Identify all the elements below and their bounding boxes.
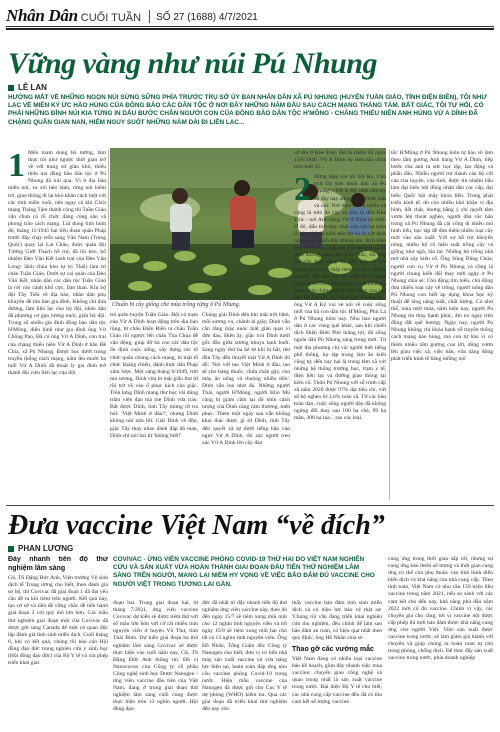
photo-caption: Chuẩn bị cây giống chè mùa trồng rừng ở Pú Nhung.: [112, 302, 241, 308]
article2-author: PHAN LƯƠNG: [18, 544, 74, 553]
article1-column-2: [110, 312, 198, 500]
article2-column-1: [8, 556, 108, 728]
article1-col4-text: Đứng lặng sau tôi hồi lâu, Chủ tịch Ủy ban nhân dân xã Pú Nhung - Vừ A Ký mời chị tay về dây nay sừng sững trước mặt và nói: Nơi theo chiều chiều và cũng là trên đa cây số nữa là đến Khe Trúc - nơi Anh hùng Vừ A Dính hy sinh. Ở đó, dấu tích duy nhất còn sót lại hiện là hàng kè đá kiêu như bờ kè lọ cót dịch ngay xưa. Cách đây không lâu, dịch thần ông Vừ A Ký cùng cán bộ văn hóa xã đã theo đường rừng đến Khe Trúc, rồi ông Ký cẩn thận chụp kỹ dấu tích có vui mong muốn thu thập thêm tư liệu, những chuyện đặt sau này để xuất phục dựng điểm di tích nơi Anh hùng Vừ A Dính hy sinh. Đưa chúng tôi đi một vòng qua các bản Để Chia A, B, Chua Lu, Phiêng Pi... ông Vừ A Ký vui vẻ nói về cuộc sống mới của bà con dân tộc H'Mông, Phù Lá ở Pú Nhung hôm nay. Nhu bao người dân ở các vùng quê khác, sau khi chiến dịch Điện Biên Phủ thắng lợi, đã sống ngoài dân Pú Nhung sáng trong mới. Từ một địa phương chỉ vài người biết tiếng phổ thông, họ tập trung làm ăn kiến cũng tự, đến nay hai là trung tâm xã với những hệ thống trường học, trạm y tế, điện liên lạc và đường giao thông lại kiên cố. Thôn Pú Nhung với số trình cấp xã năm 2020 được 97% đạt tiêu chí, với số hộ nghèo từ 1,6% toàn xã. Từ các bàn toàn dàn, cuộc sống người dân đã không ngừng đổi thay sau 100 ha chè, 99 ha mận, 300 ha lúa... rau các loại.: [294, 174, 386, 422]
masthead: [6, 4, 494, 27]
article2-col3-text: đức đã nhất trí đẩy nhanh tiến độ thử nghiệm ứng viên vaccine này, theo đó đến ngày 15/7 sẽ tiêm xong mũi một cho 12 nghìn tình nguyện viên và tới ngày 15/8 sẽ tiêm xong mũi hai cho tất cả 13 nghìn tình nguyện viên. Ông Hồ Nhân, Tổng Giám đốc Công ty Nanogen cho biết, đơn vị có bốn nhà máy sản xuất vaccine và vừa nâng lực hiện tại, hoàn toàn đáp ứng nhu cầu vaccine phòng Covid-19 trong nước. Hiện mẫu vaccine của Nanogen đã được gửi cho Cục Y tế dự phòng (WHO) kiểm tra. Qua các giai đoạn đã triển khai thử nghiệm đến nay cho: [202, 600, 287, 713]
masthead-name: Nhân Dân: [6, 6, 78, 25]
byline-marker-icon: [8, 546, 14, 552]
article2-col4b-text: Việt Nam đang có nhiều loại vaccine bảo kề hoạch, gồm đây nhanh việc mua vaccine; chuyển giao công nghệ và quan trọng nhất là sản xuất vaccine trong nước. Đại diện Bộ Y tế cho biết, các nhà cung cấp vaccine đều đã có thu cam kết số lượng vaccine: [292, 656, 382, 705]
article2-column-5: [388, 556, 493, 728]
article1-col1-text: Mến mam dong hồ tướng, tâm thực tôi như ngược thời gian trở về với trang sử giàu khó, thiếu thốn mà đồng bào dân tộc ở Pú Nhung đã trải qua. Vì ở địa bàn miền núi, xa xôi hẻo lánh, rừng núi hiểm trở, giao thông đi lại khó khăn cách biệt với các tỉnh miền xuôi, nên ngay cả khi Cách mạng Tháng Tám thành công thì Tuần Giáo vẫn chưa có tổ chức đảng cũng sản và phong trào cách mạng. Lúi dung tình hình đó, tháng 11/1945 hai tiểu đoàn quân Pháp trước đây chạy trốn sang Vân Nam (Trung Quốc) quay lại Lai Châu, được quân đội Tưởng Giới Thạch hỗ trợ, đã lôi kéo, bổ nhiệm Đèo Văn Kết (anh trai của Đèo Văn Long- lãnh chúa khu tự trị Thái) làm tri châu Tuần Giáo. Dưới sự cai quản của Đèo Văn Kết, nhân dân các dân tộc Tuần Giáo là rơi vào cảnh khổ cực, lầm than. Khi bộ đội Tây Tiến về địa bàn, nhân dân phụ khuyên để tìm bản gia đình. Không chỉ đưa đường, làm liên lạc cho bộ đội, nhân dân đã phương cơ gạo lương nuôi, giấu bộ đội. Trong số nhiều gia đình đồng bào dân tộc H'Mông, điển hình như gia đình ông Vừ Chông Pao, Đã có ông Vừ A Dính, con trai của chàng thiếu niên Vừ A Dính ở bản Đề Chia, xã Pú Nhung. Được học dưới trong truyền thống cách mạng, năm lên mười ba tuổi Vừ A Dính đã thoát ly gia đình trở thành đội viên liên lạc của đội: [8, 150, 106, 376]
article1-col3-text: Chúng giải Dính đến khi mặt trời bắm, mõi sương vu, chành lả giây, Dinh vẫn cắn răng mặc nuôc mắt giàn quai vì đớn đau. Điên ây, giặc trói Dính dưới gốc đầo giữa sương khuya lạnh buốt. Sáng ngày thứ ba kẻ từ khi bị bắt, tên đồn Tây đến thuyết mặt Vừ A Dính đủ dỗ: 'Nói với tao Việt Minh ở đâu, tao sẽ cho bảng thuốc, chứa chắn gây, cho mây ăn uống và thuòng nhiều tiền'. Dính vẫn lon như đá. Những người Thái, người H'Mông, người Kho Mú cùng bị giam cầm tại đó nhìn cảnh tượng của Dính càng cảm thương, mến phục. Thèm một ngày sau vẫn không khai thác được gì từ Dính, tình Tây đến quyết xã tự dưới tiếng bão vào ngực Vừ A Dính, rồi xác người treo xác Vừ A Dính lên cây đào: [202, 312, 290, 446]
masthead-separator: [149, 10, 150, 23]
article2-col2-text: đoạn hai. Trong giai đoạn hai, từ tháng 7/2021, ứng viên vaccine Covivac dự kiến sẽ được tiêm thử với số mẫu lớn hơn với cỡ rất nhiều tình nguyện viên ở huyện Vũ Thư, tỉnh Thái Bình. Dự kiến giai đoạn ba thử nghiệm lâm sàng Covivac sẽ được thực hiện vào cuối năm nay, GS, TS Đặng Đức Anh thông tin. Đồ vị Nanocovax của Công ty cổ phần Công nghệ sinh học Dược Nanogen - ứng viên vaccine đầu tiên của Việt Nam, đang ở trong giai đoạn thử nghiệm lâm sàng cuối cùng được thực hiện trên 13 nghìn người. Hội đồng đạo: [113, 600, 198, 713]
article2-sapo: COVIVAC - ỨNG VIÊN VACCINE PHÒNG COVID-19 THỨ HAI DO VIỆT NAM NGHIÊN CỨU VÀ SẢN XUẤT VỪA HOÀN THÀNH GIAI ĐOẠN ĐẦU TIÊN THỬ NGHIỆM LÂM SÀNG TRÊN NGƯỜI, MANG LẠI NIỀM HY VỌNG VỀ VIỆC BẢO ĐẢM ĐỦ VACCINE CHO NGƯỜI VIỆT TRONG TƯƠNG LAI GẦN.: [113, 556, 375, 588]
article2-column-3: [202, 600, 287, 728]
article2-column-4: [292, 600, 382, 728]
article1-column-4: [294, 150, 386, 500]
article1-col2-text: trú quân huyện Tuần Giáo. Đội có trạm của Vừ A Dính hoạt động trên địa bàn rộng, từ châu Điện Biên ra châu Tuần Giáo rồi ngược lên châu Tủa Chùa để vận động, giúp đỡ bà con các dân tộc ổn định cuộc sống, xây dựng các tổ chức quần chúng cách mạng, bí mật tổ chức kháng chiến, đánh thực dân Pháp xâm lược. Một sáng tháng 6/1949, trời mù sương, Dính vừa bí mật giấu thư từ rồi trở về vào ổ phục kích của giặc. Trên lưng Dính mang thư bọc vải đúng trăm viện đạn mà mẹ Dính vừa trao. Bắt được Dính, tình Tây mừng rỡ tra hỏi: 'Việt Minh ở đâu?', nhưng Dính không nói nửa lời. Giải Dính về đồn, giặc Tây thay nhau đánh đập dã man, Dính chỉ nói hai từ 'không biết!': [110, 312, 198, 439]
article1-col4a-text: cố thu ở Khe Trúc. Đó là chiều tối ngày 15/6/1949. Vừ A Dính hy sinh khi chưa tròn tuổi 15...: [294, 150, 386, 171]
article2-byline: [8, 544, 73, 553]
article2-headline: Đưa vaccine Việt Nam “về đích”: [8, 510, 385, 541]
article2-col1-text: GS, TS Đặng Đức Anh, Viện trưởng Vệ sinh dịch tễ Trung ương cho biết, theo đánh giá sơ bộ, thì Covivac đã giai đoạn 1 đã đạt yêu cầu đề ra khi tiêm trên người. Kết quả này, tạo cơ sở và tiền đề vững chắc để tiến hành giai đoạn 2 với quy mô lớn hơn. Các mẫu thử nghiệm giai đoạn một cũa Covivac đã được gửi sang Canada để một cơ quan độc lập đánh giá tính sinh miễn dịch. Cuối tháng 6, khi có kết quả, chúng tôi báo cáo Hội đồng đạo đức trong nghiên cứu y sinh học (Hội đồng đạo đức) của Bộ Y tế và xin phép triển khai giai: [8, 575, 108, 667]
article1-column-5: [391, 150, 493, 500]
article2-subhead-2: Thao gỡ các vướng mắc: [292, 645, 374, 653]
article1-col5-text: tốc H'Mông ở Pú Nhung luôn tự hào về làm theo tấm gương Anh hùng Vừ A Dính, tiếp bước cha anh ra sức học tập, lao động và phấn đấu. Nhiều người trở thành cán bộ cốt cán của huyện, của tỉnh; được tin nhiệm bầu làm đại biểu hội đồng nhân dân các cấp, đại biểu Quốc hội máy khóa liền. Trong phát triển kinh tế, dù còn nhiều khó khăn vì địa hình, đất chật, nhưng bằng ý chí quyết tâm vươn lên thoát nghèo, người dân các bản trong xã Pú Nhung đã cải công di nhiều mô hình tiểu, học tập để đưa thêm nhiều loại cây mới vào sản xuất. Với sự hỗ trợ khuyến nông, nhiều hộ có hiệu suất trồng cây và giống như ngô, lúa lai. Những hộ trồng nhà mở nhà xây kiên cố. Ông Sùng Dũng Chúa, người con cụ Vừ ở Pú Nhung và cũng là người chung kiến đổi thay mới ngày ở Pú Nhung chia sẻ: Chủ động tìm hiểu, chủ động đưa nhiều loại cây về trồng, người nông dân Pú Nhung con biết áp dụng khoa học kỹ thuật để tăng năng suất, chất lượng. Có như thế, mùa mới mùa, năm hiện nay, người Pú Nhung tin thay hạnh phúc, ấm no ngay trên đồng đất quê hương. Ngày nay, người Pú Nhung không chỉ khỏa hạnh về truyền thống cách mạng hào hùng, mà con tự hào vì có thêm nhiều tấm gương con lời, dũng vươn lên giàu việc xã, việc bản, vừa năng động phát triển kinh tế bằng những mô: [391, 150, 493, 362]
article2-col4-text: thấy vaccine bảo đảm tính sinh miễn dịch và có hiệu lực bảo vệ thật sự. 'Chúng tôi vẫn đang triển khai nghiên cứu thu nghiệm, đều chính để làm sao bảo đảm an toàn, có hiệu quả nhất theo quy định', ông Hồ Nhân chia sẻ.: [292, 600, 382, 642]
article1-author: LÊ LAN: [18, 83, 47, 92]
article2-col5-text: cung ứng trong thời gian sắp tới, nhưng sự cung ứng bảo thêm số lượng và thời gian cung ứng có thể còn phụ thuộc vào tình hình diễn biến dịch và khả năng của nhà cung cấp. Theo tính toán, Việt Nam có nhu cầu 150 triệu liều vaccine trong năm 2021, nếu so sánh với các cam kết cho đến nay, khả năng phủ đầu năm 2022 mới có đủ vaccine. Chính vì vậy, các chuyên gia cho rằng, tới vị vaccine nội được cấp phép thì mới bảo đảm được khả năng cung ứng cho người Việt. Việc sản xuất được vaccine trong nước, sẽ làm giảm giá thành với chuyển và giúp chúng ta hoàn toàn tự chủ trong phòng, chống dịch. Để thúc đẩy sản xuất vaccine trong nước, phía doanh nghiệp: [388, 556, 493, 662]
dropcap-1: 1: [8, 150, 25, 184]
article1-column-1: [8, 150, 106, 500]
byline-marker-icon: [8, 85, 14, 91]
masthead-issue: SỐ 27 (1688) 4/7/2021: [156, 12, 258, 23]
article2-column-2: [113, 600, 198, 728]
article1-headline: Vững vàng như núi Pú Nhung: [8, 47, 377, 80]
article1-byline: [8, 83, 47, 92]
column-divider: [389, 150, 390, 500]
article1-sapo: HƯỚNG MẮT VỀ NHỮNG NGỌN NÚI SỪNG SỮNG PHÍA TRƯỚC TRỤ SỞ ỦY BAN NHÂN DÂN XÃ PÚ NHUNG (HUYỆN TUẦN GIÁO, TỈNH ĐIỆN BIÊN), TÔI NHƯ LẠC VỀ MIỀN KÝ ỨC HÀO HÙNG CỦA ĐỒNG BÀO CÁC DÂN TỘC Ở NƠI ĐÂY NHỮNG NĂM ĐẦU SAU CÁCH MẠNG THÁNG TÁM. BẤT GIÁC, TÔI TỰ HỎI, CÓ PHẢI NHỮNG ĐỈNH NÚI KIA TỪNG IN DẤU BƯỚC CHÂN NGƯỜI CON CỦA ĐỒNG BÀO DÂN TỘC H'MÔNG - CHÁNG THIẾU NIÊN ANH HÙNG VỪ A DÍNH ĐÃ CHẶNG QUÂN GIAN NAN, HIỂM NGUY SUỐT NHỮNG NĂM DÀI ĐI LIÊN LẠC...: [8, 94, 487, 126]
column-divider: [108, 150, 109, 300]
masthead-rule: [6, 28, 494, 30]
section-divider: [6, 505, 494, 506]
article2-subhead-1: Đẩy nhanh tiến độ thử nghiệm lâm sàng: [8, 556, 108, 572]
masthead-subtitle: CUỐI TUẦN: [80, 12, 142, 24]
article1-column-3: [202, 312, 290, 500]
dropcap-2: 2: [294, 171, 311, 209]
